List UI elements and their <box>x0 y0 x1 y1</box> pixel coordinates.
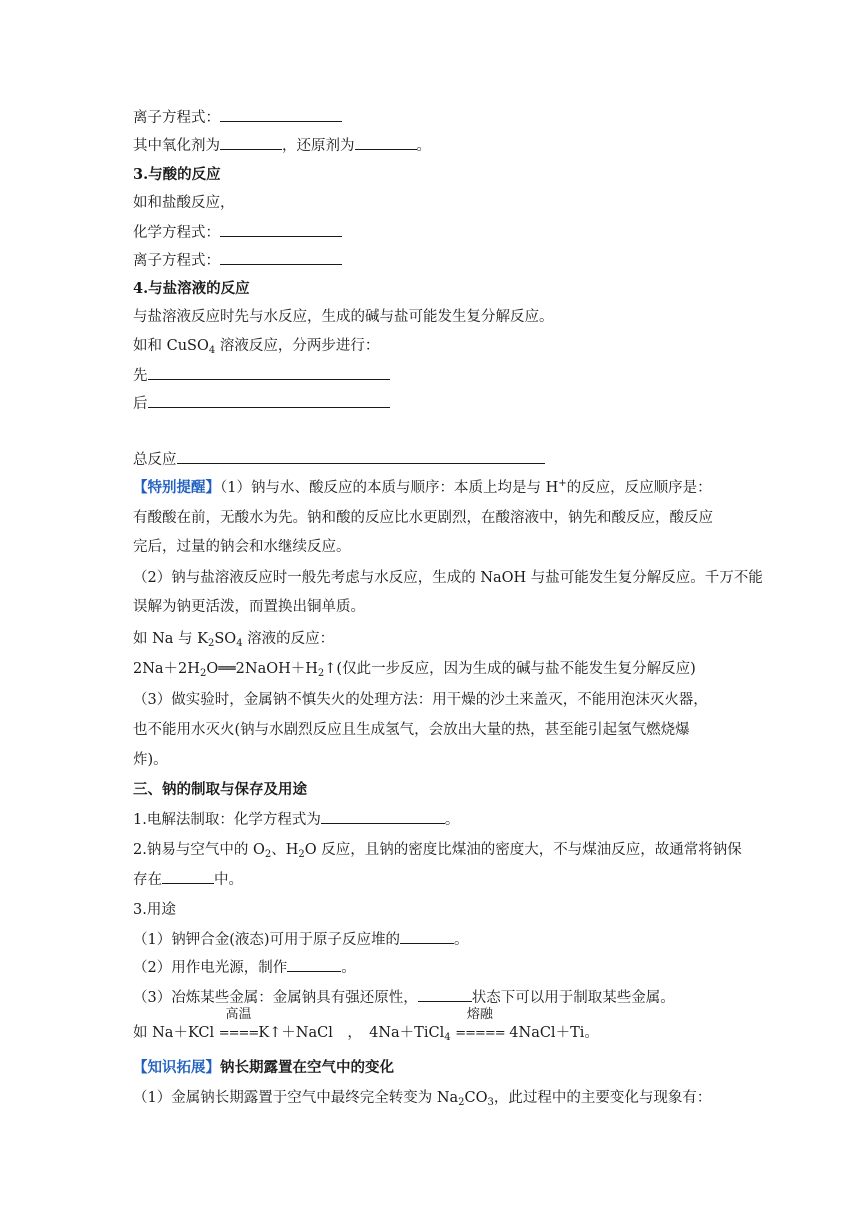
label: ，还原剂为 <box>282 138 355 154</box>
superscript: + <box>558 478 567 489</box>
text: ，此过程中的主要变化与现象有： <box>493 1090 712 1106</box>
label: 总反应 <box>133 452 177 468</box>
text: 4NaCl＋Ti。 <box>504 1025 599 1041</box>
note-line: （3）做实验时，金属钠不慎失火的处理方法：用干燥的沙土来盖灭，不能用泡沫灭火器， <box>133 692 708 708</box>
text: （2）用作电光源，制作 <box>133 960 288 976</box>
section-title: 三、钠的制取与保存及用途 <box>133 781 307 798</box>
text: 存在 <box>133 872 162 888</box>
storage-line <box>133 869 243 890</box>
note-line: 误解为钠更活泼，而置换出铜单质。 <box>133 599 365 615</box>
subscript: 2 <box>317 668 325 679</box>
text: 溶液的反应： <box>242 631 335 647</box>
text: （1）钠与水、酸反应的本质与顺序：本质上均是与 H <box>220 480 559 496</box>
text: K↑＋NaCl ， 4Na＋TiCl <box>258 1025 445 1041</box>
subscript: 2 <box>298 849 305 860</box>
heading-acid-reaction: 3.与酸的反应 <box>133 166 221 183</box>
text: （1）钠钾合金(液态)可用于原子反应堆的 <box>133 932 401 948</box>
text: SO <box>214 631 237 647</box>
subscript: 2 <box>264 849 272 860</box>
condition-label: 熔融 <box>466 1007 493 1022</box>
answer-blank[interactable] <box>287 957 341 972</box>
text: 中。 <box>214 872 243 888</box>
note-line <box>133 629 334 649</box>
note-line <box>133 478 712 498</box>
answer-blank[interactable] <box>148 393 390 408</box>
reaction-conditions-line <box>133 1007 599 1044</box>
step1-line <box>133 365 390 386</box>
condition-high-temp <box>218 1007 259 1044</box>
text: 如 Na＋KCl <box>133 1025 215 1041</box>
equals-sign: ==== <box>218 1026 259 1041</box>
subscript: 3 <box>487 1097 494 1108</box>
subscript: 2 <box>458 1097 465 1108</box>
use-line <box>133 987 675 1008</box>
text: 。 <box>454 932 469 948</box>
equals-sign: ===== <box>455 1026 505 1041</box>
special-reminder-tag: 【特别提醒】 <box>133 479 220 496</box>
text: 的反应，反应顺序是： <box>566 480 712 496</box>
answer-blank[interactable] <box>220 250 342 265</box>
total-reaction-line <box>133 449 545 470</box>
text: 如 Na 与 K <box>133 631 208 647</box>
condition-molten <box>455 1007 505 1044</box>
answer-blank[interactable] <box>220 107 342 122</box>
knowledge-extension-tag: 【知识拓展】 <box>133 1059 220 1076</box>
text: 、H <box>271 842 299 858</box>
equation-line <box>133 659 696 679</box>
text: O══2NaOH＋H <box>206 661 318 677</box>
text-line: 与盐溶液反应时先与水反应，生成的碱与盐可能发生复分解反应。 <box>133 309 554 325</box>
chemical-equation-line <box>133 222 342 243</box>
subscript: 4 <box>236 638 243 649</box>
text-line: 如和盐酸反应， <box>133 195 235 211</box>
text-line: 3.用途 <box>133 902 176 918</box>
note-line: 也不能用水灭火(钠与水剧烈反应且生成氢气，会放出大量的热，甚至能引起氢气燃烧爆 <box>133 722 690 738</box>
label: 。 <box>416 138 431 154</box>
label: 离子方程式： <box>133 253 220 269</box>
use-line <box>133 929 469 950</box>
label: 化学方程式： <box>133 225 220 241</box>
step2-line <box>133 393 390 414</box>
heading-salt-solution: 4.与盐溶液的反应 <box>133 280 250 297</box>
text-line <box>133 336 379 356</box>
electrolysis-line <box>133 809 459 830</box>
text: 。 <box>444 812 460 828</box>
ionic-equation-line <box>133 250 342 271</box>
subscript: 4 <box>208 345 216 356</box>
text: 。 <box>341 960 356 976</box>
answer-blank[interactable] <box>162 869 214 884</box>
note-line: 炸)。 <box>133 752 168 768</box>
subscript: 2 <box>208 638 215 649</box>
text: 溶液反应，分两步进行： <box>215 338 380 354</box>
text: （1）金属钠长期露置于空气中最终完全转变为 Na <box>133 1090 459 1106</box>
answer-blank[interactable] <box>148 365 390 380</box>
note-line: （2）钠与盐溶液反应时一般先考虑与水反应，生成的 NaOH 与盐可能发生复分解反应。千万不能 <box>133 570 763 586</box>
text: 状态下可以用于制取某些金属。 <box>471 990 675 1006</box>
text: （3）冶炼某些金属：金属钠具有强还原性， <box>133 990 418 1006</box>
use-line <box>133 957 356 978</box>
label: 后 <box>133 396 148 412</box>
answer-blank[interactable] <box>220 135 282 150</box>
label: 其中氧化剂为 <box>133 138 220 154</box>
text-line <box>133 1088 711 1108</box>
text: 如和 CuSO <box>133 338 209 354</box>
ionic-equation-line <box>133 107 342 128</box>
heading: 钠长期露置在空气中的变化 <box>220 1059 394 1076</box>
text: CO <box>464 1090 488 1106</box>
text: O 反应，且钠的密度比煤油的密度大，不与煤油反应，故通常将钠保 <box>304 842 742 858</box>
knowledge-extension-line <box>133 1058 394 1078</box>
text: ↑(仅此一步反应，因为生成的碱与盐不能发生复分解反应) <box>324 661 696 677</box>
answer-blank[interactable] <box>418 987 472 1002</box>
answer-blank[interactable] <box>321 809 445 824</box>
text: 1.电解法制取：化学方程式为 <box>133 812 321 828</box>
answer-blank[interactable] <box>355 135 417 150</box>
text: 2.钠易与空气中的 O <box>133 842 265 858</box>
label: 离子方程式： <box>133 110 220 126</box>
storage-line <box>133 840 742 860</box>
note-line: 有酸酸在前，无酸水为先。钠和酸的反应比水更剧烈，在酸溶液中，钠先和酸反应，酸反应 <box>133 510 713 526</box>
condition-label: 高温 <box>225 1007 252 1022</box>
oxidant-reductant-line <box>133 135 431 156</box>
note-line: 完后，过量的钠会和水继续反应。 <box>133 539 351 555</box>
text: 2Na＋2H <box>133 661 200 677</box>
subscript: 2 <box>199 668 207 679</box>
subscript: 4 <box>444 1032 451 1043</box>
answer-blank[interactable] <box>177 449 545 464</box>
label: 先 <box>133 368 148 384</box>
answer-blank[interactable] <box>220 222 342 237</box>
answer-blank[interactable] <box>400 929 454 944</box>
